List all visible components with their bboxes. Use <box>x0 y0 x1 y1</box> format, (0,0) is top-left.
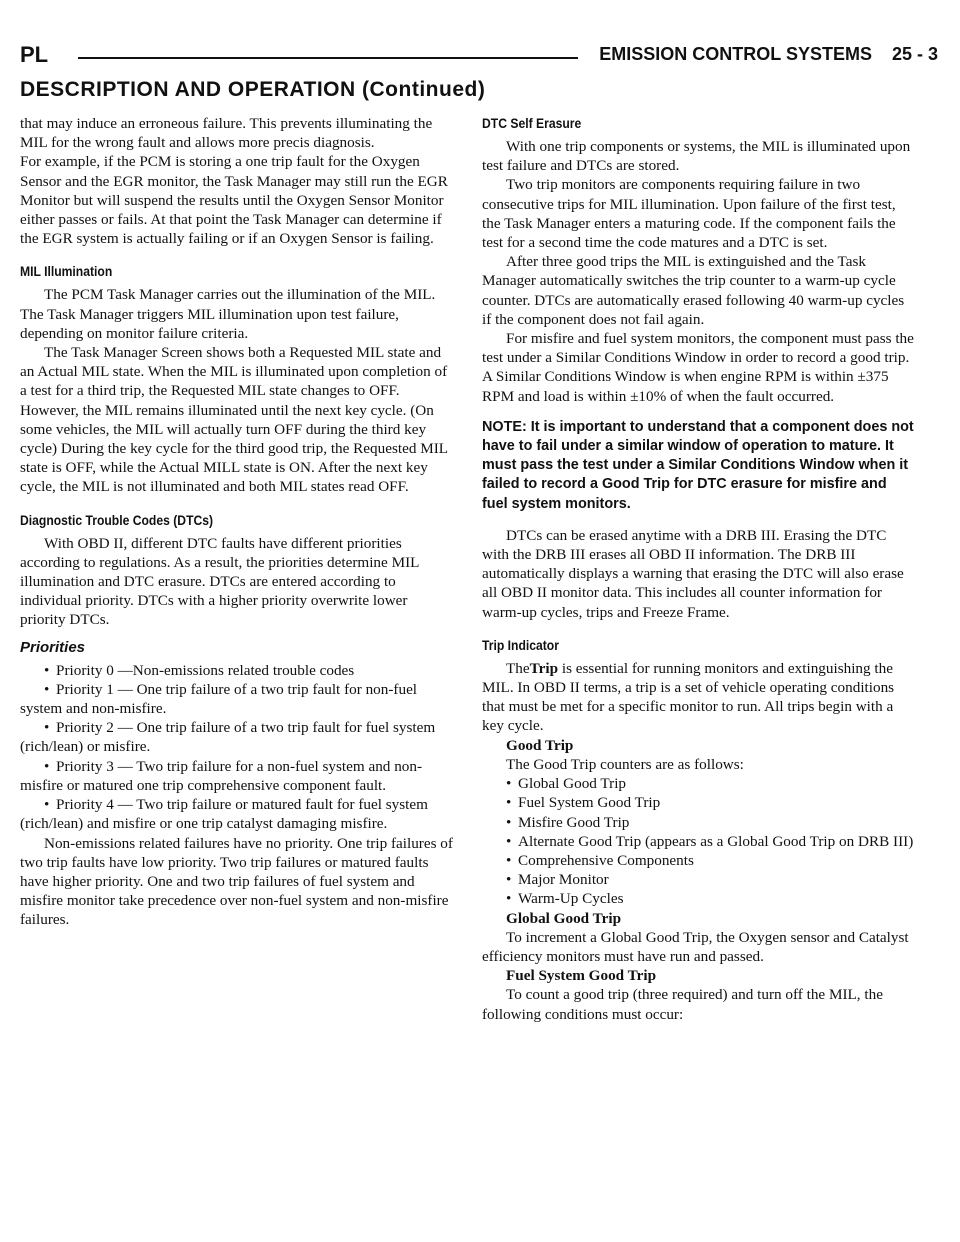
bullet-icon: • <box>44 661 50 679</box>
bullet-icon: • <box>506 851 512 869</box>
list-item: • Priority 4 — Two trip failure or matured fault for fuel system (rich/lean) and misfire or one trip catalyst damaging misfire. <box>20 796 428 833</box>
paragraph: With OBD II, different DTC faults have different priorities according to regulations. As a result, the priorities determine MIL illumination and DTC erasure. DTCs are entered according to individual priority. DTCs with a higher priority overwrite lower priority DTCs. <box>20 534 419 629</box>
paragraph: The Good Trip counters are as follows: <box>506 755 744 773</box>
paragraph: The Task Manager Screen shows both a Requested MIL state and an Actual MIL state. When the MIL is illuminated upon completion of a test for a third trip, the Requested MIL state changes to OFF. However, the MIL remains illuminated until the next key cycle. (On some vehicles, the MIL will actually turn OFF during the third key cycle) During the key cycle for the third good trip, the Requested MIL state is OFF, while the Actual MILL state is ON. After the next key cycle, the MIL is not illuminated and both MIL states read OFF. <box>20 344 448 496</box>
list-item: • Comprehensive Components <box>506 851 694 869</box>
paragraph: Two trip monitors are components requiring failure in two consecutive trips for MIL illumination. Upon failure of the first test, the Task Manager enters a maturing code. If the component fails the test for a second time the code matures and a DTC is set. <box>482 176 896 252</box>
bullet-icon: • <box>44 757 50 775</box>
paragraph: After three good trips the MIL is extinguished and the Task Manager automatically switches the trip counter to a warm-up cycle counter. DTCs are automatically erased following 40 warm-up cycles if the component does not fail again. <box>482 253 905 328</box>
list-item: • Priority 3 — Two trip failure for a non-fuel system and non-misfire or matured one trip comprehensive component fault. <box>20 757 423 794</box>
list-item: • Misfire Good Trip <box>506 813 630 831</box>
paragraph: With one trip components or systems, the MIL is illuminated upon test failure and DTCs are stored. <box>482 138 911 175</box>
bullet-icon: • <box>44 680 50 698</box>
bullet-icon: • <box>506 813 512 831</box>
subheading-dtcs: Diagnostic Trouble Codes (DTCs) <box>20 512 214 528</box>
paragraph: For misfire and fuel system monitors, the component must pass the test under a Similar Conditions Window in order to record a good trip. A Similar Conditions Window is when engine RPM is within ±375 RPM and load is within ±10% of when the fault occurred. <box>482 330 914 405</box>
list-item: • Major Monitor <box>506 871 609 889</box>
bullet-icon: • <box>506 832 512 850</box>
page-header <box>20 40 938 74</box>
list-item: • Fuel System Good Trip <box>506 794 661 812</box>
list-item: • Alternate Good Trip (appears as a Global Good Trip on DRB III) <box>506 832 914 850</box>
note-block: NOTE: It is important to understand that a component does not have to fail under a similar window of operation to mature. It must pass the test under a Similar Conditions Window when it failed to record a Good Trip for DTC erasure for misfire and fuel system monitors. <box>482 418 914 512</box>
bullet-icon: • <box>506 871 512 889</box>
list-item: • Priority 0 —Non-emissions related trouble codes <box>44 661 355 679</box>
bullet-icon: • <box>506 775 512 793</box>
left-column <box>20 114 454 930</box>
trip-term: Trip <box>529 659 559 677</box>
header-model-code: PL <box>20 42 49 67</box>
header-chapter-title: EMISSION CONTROL SYSTEMS <box>599 44 872 64</box>
header-rule <box>78 57 578 59</box>
bullet-icon: • <box>506 794 512 812</box>
paragraph: The PCM Task Manager carries out the illumination of the MIL. The Task Manager triggers MIL illumination upon test failure, depending on monitor failure criteria. <box>20 286 436 342</box>
paragraph: DTCs can be erased anytime with a DRB III. Erasing the DTC with the DRB III erases all OBD II information. The DRB III automatically displays a warning that erasing the DTC will also erase all OBD II monitor data. This includes all counter information for warm-up cycles, trips and Freeze Frame. <box>482 526 904 621</box>
header-right <box>599 44 938 65</box>
label-good-trip: Good Trip <box>506 736 574 754</box>
list-item: • Global Good Trip <box>506 775 627 793</box>
subheading-trip-indicator: Trip Indicator <box>482 637 559 653</box>
bullet-icon: • <box>44 719 50 737</box>
paragraph: To count a good trip (three required) and turn off the MIL, the following conditions must occur: <box>482 986 883 1023</box>
subheading-mil-illumination: MIL Illumination <box>20 264 113 280</box>
list-item: • Priority 2 — One trip failure of a two trip fault for fuel system (rich/lean) or misfire. <box>20 719 436 756</box>
paragraph: Non-emissions related failures have no priority. One trip failures of two trip faults have low priority. Two trip failures or matured faults have higher priority. One and two trip failures of fuel system and misfire monitor take precedence over non-fuel system and non-misfire failures. <box>20 834 453 929</box>
header-page-number: 25 - 3 <box>891 44 938 64</box>
right-column <box>482 114 916 1024</box>
paragraph: To increment a Global Good Trip, the Oxygen sensor and Catalyst efficiency monitors must have run and passed. <box>482 928 909 965</box>
label-fuel-system-good-trip: Fuel System Good Trip <box>506 967 657 985</box>
list-item: • Priority 1 — One trip failure of a two trip fault for non-fuel system and non-misfire. <box>20 680 418 718</box>
subheading-dtc-self-erasure: DTC Self Erasure <box>482 116 582 131</box>
paragraph: TheTrip is essential for running monitors and extinguishing the MIL. In OBD II terms, a trip is a set of vehicle operating conditions that must be met for a specific monitor to run. All trips begin with a key cycle. <box>482 659 895 735</box>
paragraph: For example, if the PCM is storing a one trip fault for the Oxygen Sensor and the EGR monitor, the Task Manager may still run the EGR Monitor but will suspend the results until the Oxygen Sensor Monitor either passes or fails. At that point the Task Manager can determine if the EGR system is actually failing or if an Oxygen Sensor is failing. <box>20 153 448 248</box>
label-global-good-trip: Global Good Trip <box>506 909 622 927</box>
subheading-priorities: Priorities <box>20 638 86 656</box>
list-item: • Warm-Up Cycles <box>506 890 624 908</box>
bullet-icon: • <box>44 796 50 814</box>
section-title: DESCRIPTION AND OPERATION (Continued) <box>20 78 486 101</box>
bullet-icon: • <box>506 890 512 908</box>
paragraph: that may induce an erroneous failure. This prevents illuminating the MIL for the wrong fault and allows more precis diagnosis. <box>20 115 433 152</box>
